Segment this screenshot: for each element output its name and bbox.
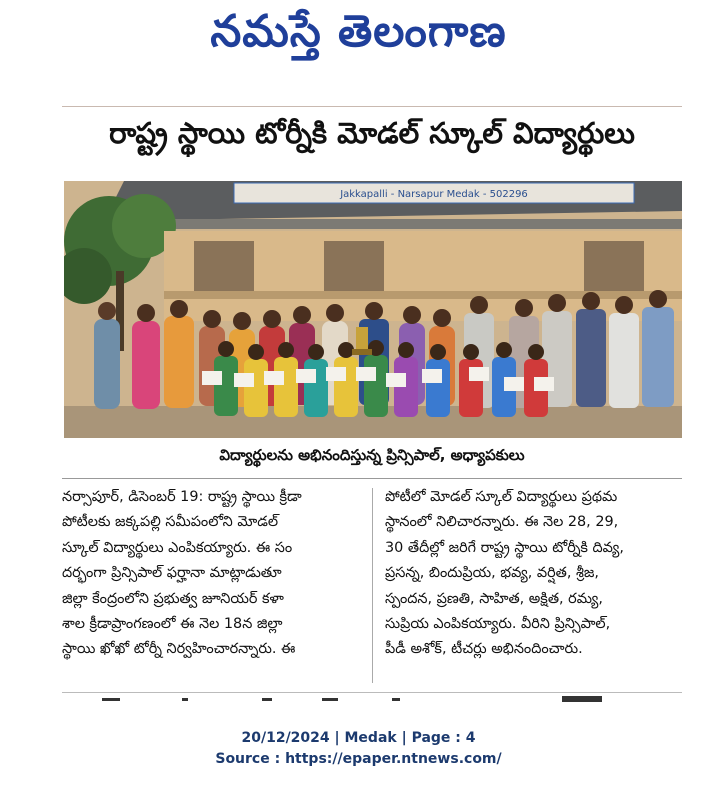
article-line: పోటీలో మోడల్ స్కూల్ విద్యార్థులు ప్రథమ [385,489,618,505]
edition-info: 20/12/2024 | Medak | Page : 4 [241,730,476,746]
clipping-edge [62,692,682,693]
top-divider [62,106,682,107]
article-line: స్థాయి ఖోఖో టోర్నీ నిర్వహించారన్నారు. ఈ [62,641,296,658]
source-link[interactable]: Source : https://epaper.ntnews.com/ [215,751,502,767]
newspaper-masthead: నమస్తే తెలంగాణ [210,6,507,57]
article-column-right [385,485,675,663]
article-column-left [62,485,352,663]
photo-caption: విద్యార్థులను అభినందిస్తున్న ప్రిన్సిపాల్, అధ్యాపకులు [219,446,525,464]
article-line: ప్రసన్న, బిందుప్రియ, భవ్య, వర్షిత, శ్రీజ, [385,565,600,582]
cut-text-fragments [62,695,682,705]
article-line: నర్సాపూర్, డిసెంబర్ 19: రాష్ట్ర స్థాయి క్రీడా [62,489,302,505]
article-line: పీడీ అశోక్, టీచర్లు అభినందించారు. [385,641,583,658]
article-line: స్కూల్ విద్యార్థులు ఎంపికయ్యారు. ఈ సం [62,539,293,556]
article-line: దర్భంగా ప్రిన్సిపాల్ ఫర్హానా మాట్లాడుతూ [62,565,282,582]
article-line: స్పందన, ప్రణతి, సాహిత, అక్షిత, రమ్య, [385,590,603,607]
article-line: జిల్లా కేంద్రంలోని ప్రభుత్వ జూనియర్ కళా [62,590,284,607]
article-line: 30 తేదీల్లో జరిగే రాష్ట్ర స్థాయి టోర్నీకి దివ్య, [385,539,624,556]
article-line: పోటీలకు జక్కపల్లి సమీపంలోని మోడల్ [62,514,279,531]
article-line: శాల క్రీడాప్రాంగణంలో ఈ నెల 18న జిల్లా [62,616,283,633]
column-divider [372,488,373,683]
article-line: సుప్రియ ఎంపికయ్యారు. వీరిని ప్రిన్సిపాల్, [385,616,611,633]
banner-text: Jakkapalli - Narsapur Medak - 502296 [340,189,528,200]
group-photo-illustration [64,181,682,438]
article-headline: రాష్ట్ర స్థాయి టోర్నీకి మోడల్ స్కూల్ విద్యార్థులు [109,116,635,150]
article-photo [64,181,682,438]
caption-divider [62,478,682,479]
article-line: స్థానంలో నిలిచారన్నారు. ఈ నెల 28, 29, [385,514,619,531]
